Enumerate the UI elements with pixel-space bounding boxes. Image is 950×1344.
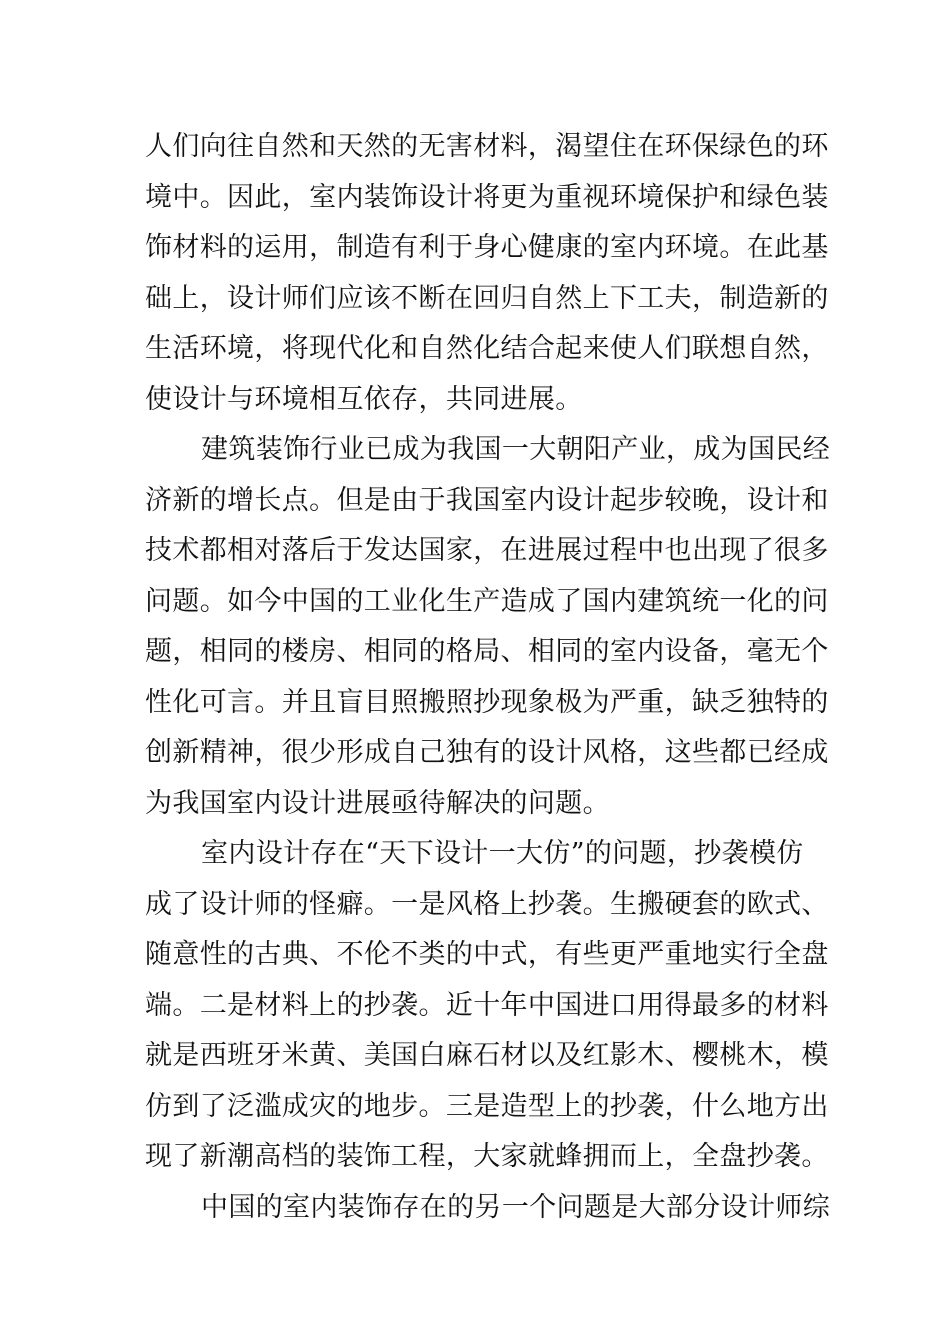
text-line: 现了新潮高档的装饰工程，大家就蜂拥而上，全盘抄袭。 — [145, 1141, 829, 1172]
text-line: 创新精神，很少形成自己独有的设计风格，这些都已经成 — [145, 737, 829, 768]
body-text — [145, 122, 831, 1233]
text-line: 随意性的古典、不伦不类的中式，有些更严重地实行全盘 — [145, 939, 829, 970]
text-line: 济新的增长点。但是由于我国室内设计起步较晚，设计和 — [145, 484, 829, 516]
text-line: 仿到了泛滥成灾的地步。三是造型上的抄袭，什么地方出 — [145, 1090, 829, 1122]
text-line: 端。二是材料上的抄袭。近十年中国进口用得最多的材料 — [145, 989, 829, 1021]
text-line: 饰材料的运用，制造有利于身心健康的室内环境。在此基 — [145, 232, 829, 263]
text-line: 境中。因此，室内装饰设计将更为重视环境保护和绿色装 — [145, 181, 829, 213]
text-line: 人们向往自然和天然的无害材料，渴望住在环保绿色的环 — [145, 131, 829, 162]
text-line: 础上，设计师们应该不断在回归自然上下工夫，制造新的 — [145, 282, 829, 314]
paragraph-start-line: 建筑装饰行业已成为我国一大朝阳产业，成为国民经 — [201, 434, 831, 465]
paragraph-start-line: 室内设计存在“天下设计一大仿”的问题，抄袭模仿 — [201, 838, 804, 869]
text-line: 生活环境，将现代化和自然化结合起来使人们联想自然， — [145, 333, 829, 364]
text-line: 就是西班牙米黄、美国白麻石材以及红影木、樱桃木，模 — [145, 1040, 829, 1071]
text-line: 问题。如今中国的工业化生产造成了国内建筑统一化的问 — [145, 585, 829, 617]
text-line: 使设计与环境相互依存，共同进展。 — [145, 383, 583, 415]
text-line: 题，相同的楼房、相同的格局、相同的室内设备，毫无个 — [145, 636, 829, 667]
text-line: 技术都相对落后于发达国家，在进展过程中也出现了很多 — [145, 535, 829, 566]
text-line: 性化可言。并且盲目照搬照抄现象极为严重，缺乏独特的 — [145, 686, 829, 718]
paragraph-start-line: 中国的室内装饰存在的另一个问题是大部分设计师综 — [201, 1191, 831, 1223]
text-line: 成了设计师的怪癖。一是风格上抄袭。生搬硬套的欧式、 — [145, 888, 829, 920]
text-line: 为我国室内设计进展亟待解决的问题。 — [145, 787, 610, 819]
